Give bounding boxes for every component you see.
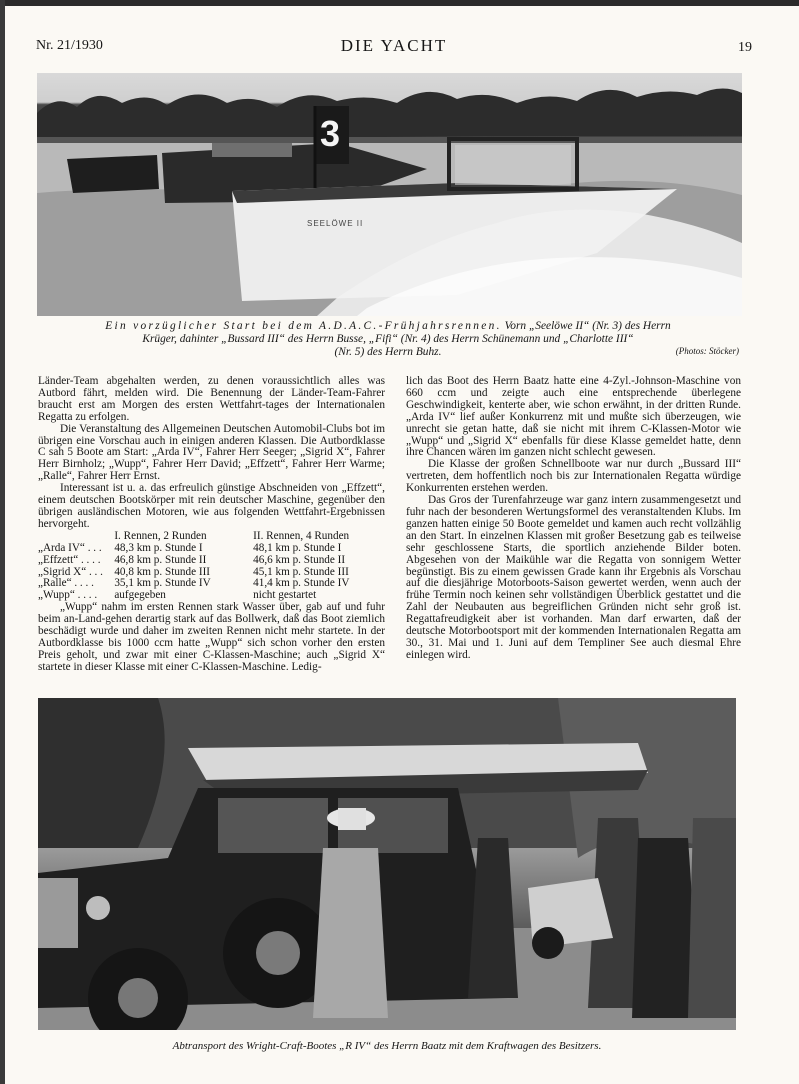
page-number: 19 [738, 40, 752, 55]
race-1-result: 35,1 km p. Stunde IV [114, 577, 211, 590]
photo-credit: (Photos: Stöcker) [675, 346, 739, 356]
paragraph: Die Veranstaltung des Allgemeinen Deutschen Automobil-Clubs bot im übrigen eine Vorschau auch in einigen anderen Klassen. Die Autbordklasse C sah 5 Boote am Start: „Arda IV“, Fahrer Herr Seeger; „Sigrid X“, Fahrer Herr Birnholz; „Wupp“, Fahrer Herr David; „Effzett“, Fahrer Herr Warme; „Ralle“, Fahrer Herr Ernst. [38, 422, 385, 483]
race-results-table [38, 531, 385, 602]
paragraph: Die Klasse der großen Schnellboote war nur durch „Bussard III“ vertreten, dem hoffentlich noch bis zur Internationalen Regatta würdige Konkurrenten erstehen werden. [406, 458, 741, 495]
race-start-illustration [37, 73, 742, 316]
race-start-photo [37, 73, 742, 316]
caption-lead: Ein vorzüglicher Start bei dem A.D.A.C.-Frühjahrsrennen. [105, 320, 502, 332]
race-photo-caption [38, 320, 738, 359]
issue-number: Nr. 21/1930 [36, 38, 103, 53]
page-top-edge [0, 0, 799, 6]
article-column-left [38, 376, 385, 674]
page-left-edge [0, 0, 5, 1084]
race-2-result: 48,1 km p. Stunde I [253, 541, 342, 554]
paragraph: Länder-Team abgehalten werden, zu denen voraussichtlich alles was Autbord fährt, melden wird. Die Benennung der Länder-Team-Fahrer braucht erst am Morgen des ersten Wettfahrt-tages der Internationalen Regatta zu erfolgen. [38, 375, 385, 423]
paragraph: Das Gros der Turenfahrzeuge war ganz intern zusammengesetzt und fuhr nach der besonderen Wertungsformel des veranstaltenden Klubs. Im ganzen hatten einige 50 Boote gemeldet und kamen auch recht vollzählig an den Start. In einzelnen Klassen mit großer Besetzung gab es teilweise sehr geschlossene Starts, die sportlich anziehende Bilder boten. Abgesehen von der Maikühle war die Regatta von sonnigem Wetter begünstigt. Bis zu einem gewissen Grade kann ihr Ergebnis als Vorschau auf die diesjährige Motorboots-Saison gewertet werden, wenn auch der frühe Termin noch keinen sehr vollständigen Überblick gestattet und die Zahl der Neubauten aus begreiflichen Gründen nicht sehr groß ist. Regattafreudigkeit aber ist vorhanden. Man darf erwarten, daß der deutsche Motorbootsport mit der kommenden Internationalen Regatta am 30., 31. Mai und 1. Juni auf dem Templiner See auch diesmal Ehre einlegen wird. [406, 494, 741, 661]
number-flag-label: 3 [320, 113, 341, 154]
race-1-result: 48,3 km p. Stunde I [114, 541, 203, 554]
caption-part-c: Krüger, dahinter „Bussard III“ des Herrn Busse, „Fifi“ (Nr. 4) des Herrn Schünemann und „Charlotte III“ [142, 333, 634, 345]
boat-name: „Effzett“ . . . . [38, 553, 101, 566]
paragraph: „Wupp“ nahm im ersten Rennen stark Wasser über, gab auf und fuhr beim an-Land-gehen derartig stark auf das Bollwerk, daß das Boot ziemlich beschädigt wurde und daher im zweiten Rennen nicht mehr startete. In der Autbordklasse bis 1000 ccm hatte „Wupp“ sich schon vorher den ersten Preis geholt, und zwar mit einer C-Klassen-Maschine; auch „Sigrid X“ startete in dieser Klasse mit einer C-Klassen-Maschine. Ledig- [38, 601, 385, 673]
article-column-right [406, 376, 741, 662]
boat-name: „Wupp“ . . . . [38, 589, 98, 602]
race-1-result: 46,8 km p. Stunde II [114, 553, 207, 566]
boat-name: „Ralle“ . . . . [38, 577, 94, 590]
transport-photo-caption: Abtransport des Wright-Craft-Bootes „R IV“ des Herrn Baatz mit dem Kraftwagen des Besitzers. [172, 1040, 602, 1052]
column-header-race-2: II. Rennen, 4 Runden [253, 529, 350, 542]
magazine-title: DIE YACHT [340, 36, 448, 55]
race-2-result: nicht gestartet [253, 589, 317, 602]
race-1-result: aufgegeben [114, 589, 166, 602]
boat-transport-illustration [38, 698, 736, 1030]
boat-name: „Arda IV“ . . . [38, 541, 102, 554]
race-2-result: 46,6 km p. Stunde II [253, 553, 346, 566]
table-row [38, 543, 385, 555]
caption-part-d: (Nr. 5) des Herrn Buhz. [334, 346, 442, 358]
table-row [38, 555, 385, 567]
boat-transport-photo [38, 698, 736, 1030]
caption-part-b: Vorn „Seelöwe II“ (Nr. 3) des Herrn [504, 320, 671, 332]
race-2-result: 45,1 km p. Stunde III [253, 565, 349, 578]
paragraph: Interessant ist u. a. das erfreulich günstige Abschneiden von „Effzett“, einem deutschen Bootskörper mit rein deutscher Maschine, gegenüber den übrigen ausländischen Motoren, wie aus folgenden Wettfahrt-Ergebnissen hervorgeht. [38, 482, 385, 530]
race-1-result: 40,8 km p. Stunde III [114, 565, 211, 578]
paragraph: lich das Boot des Herrn Baatz hatte eine 4-Zyl.-Johnson-Maschine von 660 ccm und zeigte auch eine entsprechende überlegene Geschwindigkeit, kenterte aber, wie schon erwähnt, in der dritten Runde. „Arda IV“ lief außer Konkurrenz mit und mußte sich überzeugen, wie unrecht sie getan hatte, daß sie nicht mit ihrem C-Klassen-Motor wie „Wupp“ und „Sigrid X“ ebenfalls für diese Klasse gemeldet hatte, denn ihre Chancen wären im ganzen nicht schlecht gewesen. [406, 375, 741, 459]
hull-name-label: SEELÖWE II [307, 219, 364, 228]
page-header [36, 38, 752, 62]
column-header-race-1: I. Rennen, 2 Runden [114, 529, 207, 542]
boat-name: „Sigrid X“ . . . [38, 565, 103, 578]
race-2-result: 41,4 km p. Stunde IV [253, 577, 350, 590]
